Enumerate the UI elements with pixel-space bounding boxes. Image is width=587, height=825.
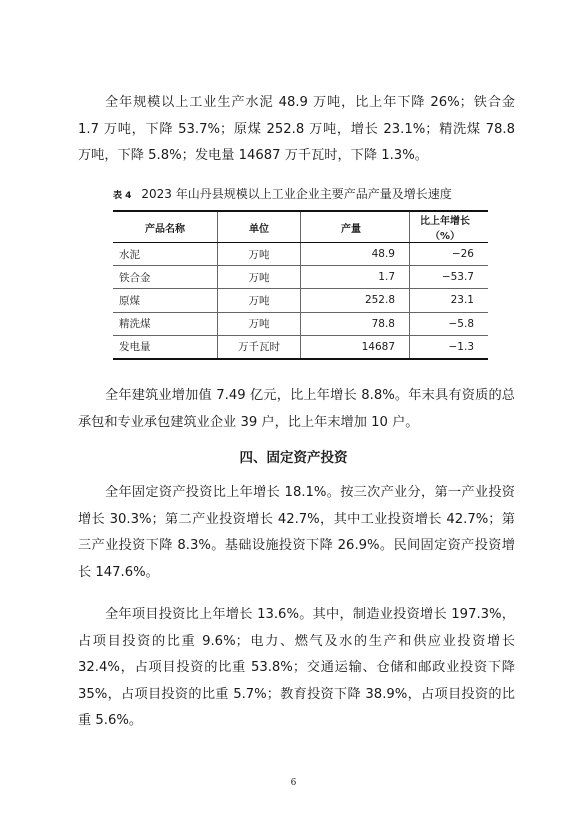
cell-growth: −5.8 xyxy=(410,312,489,335)
product-output-table xyxy=(113,210,488,360)
header-unit: 单位 xyxy=(218,211,301,243)
paragraph-construction: 全年建筑业增加值 7.49 亿元，比上年增长 8.8%。年末具有资质的总承包和专业承包建筑业企业 39 户，比上年末增加 10 户。 xyxy=(78,388,515,430)
cell-product-name: 原煤 xyxy=(113,289,218,312)
paragraph-project-investment: 全年项目投资比上年增长 13.6%。其中，制造业投资增长 197.3%，占项目投资的比重 9.6%；电力、燃气及水的生产和供应业投资增长 32.4%，占项目投资的比重 53.8%；交通运输、仓储和邮政业投资下降 35%，占项目投资的比重 5.7%；教育投资下降 38.9%，占项目投资的比重 5.6%。 xyxy=(78,607,515,728)
cell-product-name: 精洗煤 xyxy=(113,312,218,335)
cell-unit: 万吨 xyxy=(218,266,301,289)
cell-unit: 万吨 xyxy=(218,243,301,266)
table-row xyxy=(113,243,488,266)
cell-output: 48.9 xyxy=(301,243,410,266)
paragraph-industrial-output: 全年规模以上工业生产水泥 48.9 万吨，比上年下降 26%；铁合金 1.7 万吨，下降 53.7%；原煤 252.8 万吨，增长 23.1%；精洗煤 78.8 万吨，下降 5.8%；发电量 14687 万千瓦时，下降 1.3%。 xyxy=(78,95,515,163)
cell-unit: 万吨 xyxy=(218,289,301,312)
cell-growth: −26 xyxy=(410,243,489,266)
cell-product-name: 水泥 xyxy=(113,243,218,266)
table-number: 表 4 xyxy=(113,191,132,201)
cell-output: 78.8 xyxy=(301,312,410,335)
table-row xyxy=(113,312,488,335)
cell-unit: 万千瓦时 xyxy=(218,335,301,359)
cell-product-name: 铁合金 xyxy=(113,266,218,289)
table-header-row xyxy=(113,211,488,243)
cell-output: 1.7 xyxy=(301,266,410,289)
header-product-name: 产品名称 xyxy=(113,211,218,243)
cell-unit: 万吨 xyxy=(218,312,301,335)
page-number: 6 xyxy=(290,778,297,788)
table-row xyxy=(113,335,488,359)
paragraph-fixed-asset-investment: 全年固定资产投资比上年增长 18.1%。按三次产业分，第一产业投资增长 30.3%；第二产业投资增长 42.7%，其中工业投资增长 42.7%；第三产业投资下降 8.3%。基础设施投资下降 26.9%。民间固定资产投资增长 147.6%。 xyxy=(78,485,515,580)
header-output: 产量 xyxy=(301,211,410,243)
header-growth: 比上年增长（%） xyxy=(410,211,489,243)
cell-growth: −53.7 xyxy=(410,266,489,289)
table-caption xyxy=(113,184,493,206)
cell-growth: −1.3 xyxy=(410,335,489,359)
table-title: 2023 年山丹县规模以上工业企业主要产品产量及增长速度 xyxy=(141,187,452,201)
cell-product-name: 发电量 xyxy=(113,335,218,359)
cell-output: 14687 xyxy=(301,335,410,359)
table-row xyxy=(113,266,488,289)
section-heading: 四、固定资产投资 xyxy=(239,450,348,466)
cell-output: 252.8 xyxy=(301,289,410,312)
cell-growth: 23.1 xyxy=(410,289,489,312)
table-row xyxy=(113,289,488,312)
